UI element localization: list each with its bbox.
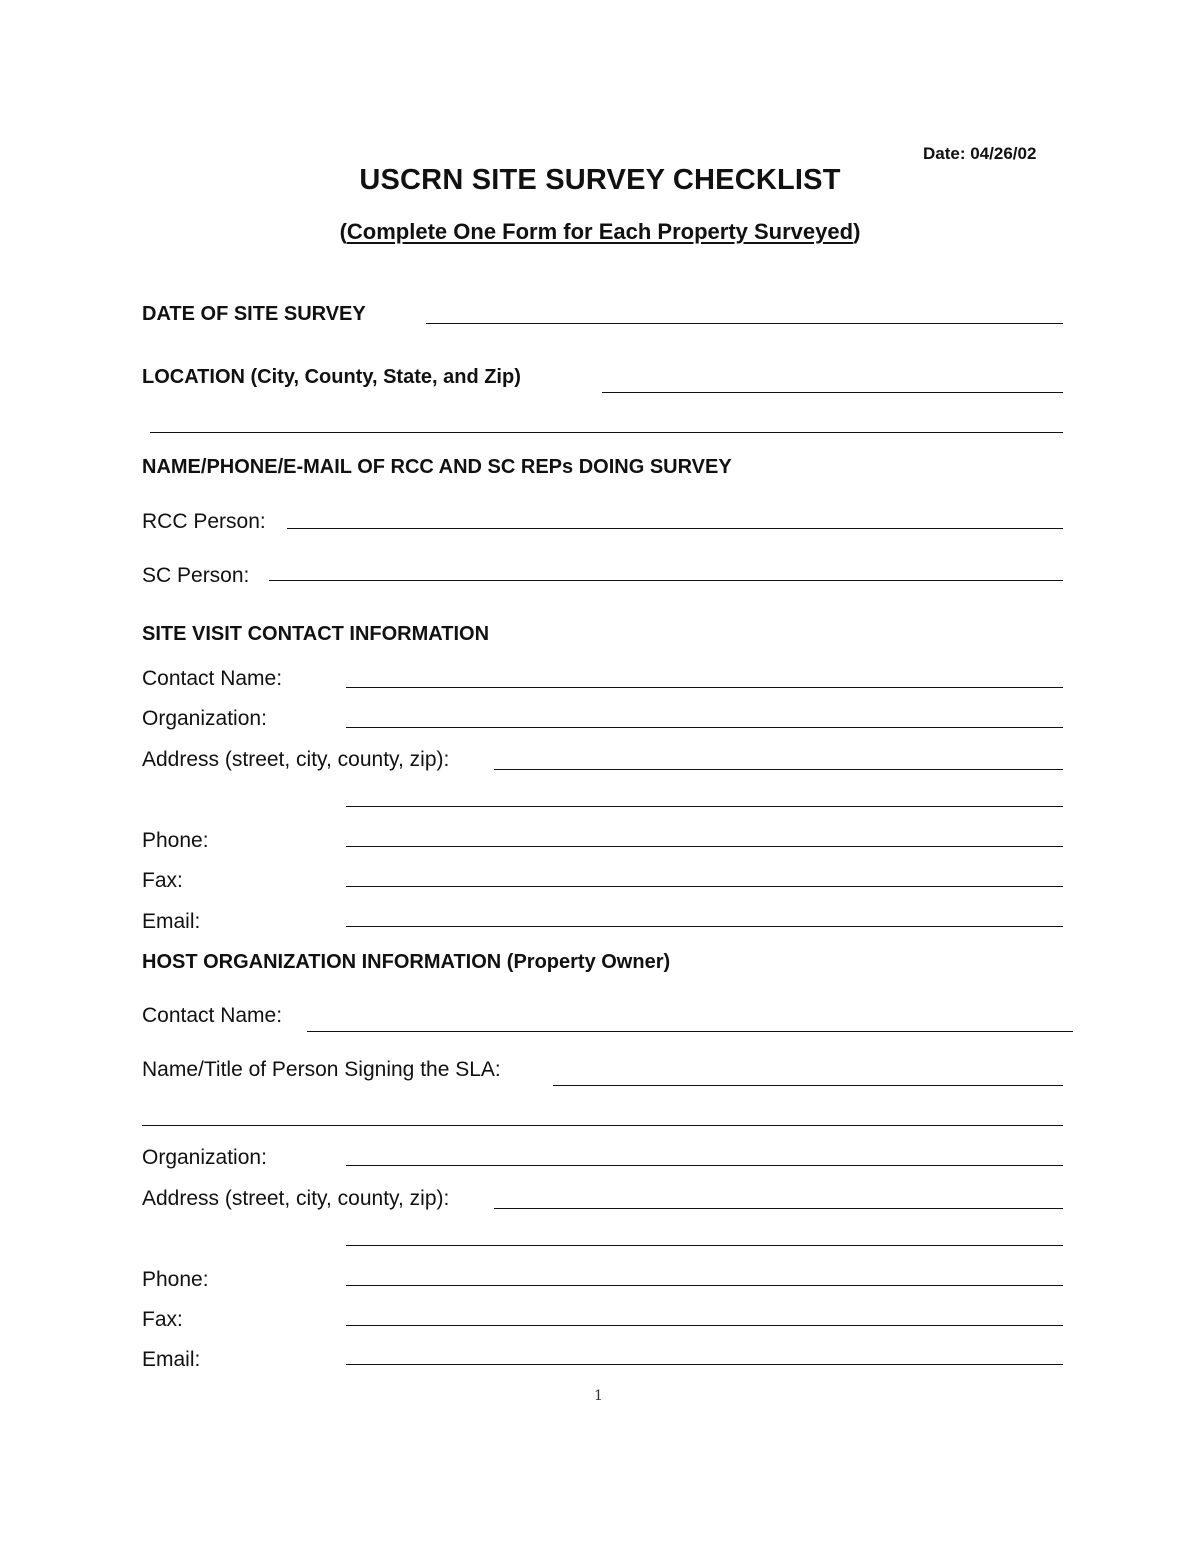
- sc-person-field[interactable]: [269, 580, 1063, 581]
- host-signer-field[interactable]: [553, 1085, 1063, 1086]
- host-heading: HOST ORGANIZATION INFORMATION (Property Owner): [142, 951, 671, 973]
- host-phone-field[interactable]: [346, 1285, 1063, 1286]
- subtitle-close-paren: ): [853, 219, 861, 244]
- host-phone-label: Phone:: [142, 1268, 209, 1291]
- host-contact-name-label: Contact Name:: [142, 1004, 283, 1027]
- page-number: 1: [594, 1388, 603, 1404]
- date-of-survey-field[interactable]: [426, 323, 1063, 324]
- form-date: Date: 04/26/02: [923, 144, 1037, 163]
- host-email-label: Email:: [142, 1348, 201, 1371]
- form-subtitle: [0, 219, 1200, 245]
- host-address-field-line-2[interactable]: [346, 1245, 1063, 1246]
- subtitle-open-paren: (: [339, 219, 347, 244]
- site-phone-field[interactable]: [346, 846, 1063, 847]
- host-organization-label: Organization:: [142, 1146, 267, 1169]
- reps-heading: NAME/PHONE/E-MAIL OF RCC AND SC REPs DOING SURVEY: [142, 456, 732, 478]
- date-of-survey-label: DATE OF SITE SURVEY: [142, 303, 366, 325]
- host-organization-field[interactable]: [346, 1165, 1063, 1166]
- host-email-field[interactable]: [346, 1364, 1063, 1365]
- location-field-line-2[interactable]: [150, 432, 1063, 433]
- form-title: USCRN SITE SURVEY CHECKLIST: [359, 164, 841, 196]
- site-organization-label: Organization:: [142, 707, 267, 730]
- host-address-label: Address (street, city, county, zip):: [142, 1187, 450, 1210]
- site-contact-heading: SITE VISIT CONTACT INFORMATION: [142, 623, 490, 645]
- rcc-person-field[interactable]: [287, 528, 1063, 529]
- location-label: LOCATION (City, County, State, and Zip): [142, 366, 521, 388]
- host-signer-field-line-2[interactable]: [142, 1125, 1063, 1126]
- site-phone-label: Phone:: [142, 829, 209, 852]
- site-fax-field[interactable]: [346, 886, 1063, 887]
- site-address-field-line-2[interactable]: [346, 806, 1063, 807]
- host-address-field[interactable]: [494, 1208, 1063, 1209]
- host-signer-label: Name/Title of Person Signing the SLA:: [142, 1058, 501, 1081]
- rcc-person-label: RCC Person:: [142, 510, 266, 533]
- site-contact-name-label: Contact Name:: [142, 667, 283, 690]
- location-field[interactable]: [602, 392, 1063, 393]
- subtitle-text: Complete One Form for Each Property Surveyed: [346, 219, 854, 244]
- host-fax-field[interactable]: [346, 1325, 1063, 1326]
- host-fax-label: Fax:: [142, 1308, 183, 1331]
- host-contact-name-field[interactable]: [307, 1031, 1073, 1032]
- site-organization-field[interactable]: [346, 727, 1063, 728]
- sc-person-label: SC Person:: [142, 564, 250, 587]
- site-fax-label: Fax:: [142, 869, 183, 892]
- site-email-field[interactable]: [346, 926, 1063, 927]
- site-email-label: Email:: [142, 910, 201, 933]
- site-address-field[interactable]: [494, 769, 1063, 770]
- site-contact-name-field[interactable]: [346, 687, 1063, 688]
- site-address-label: Address (street, city, county, zip):: [142, 748, 450, 771]
